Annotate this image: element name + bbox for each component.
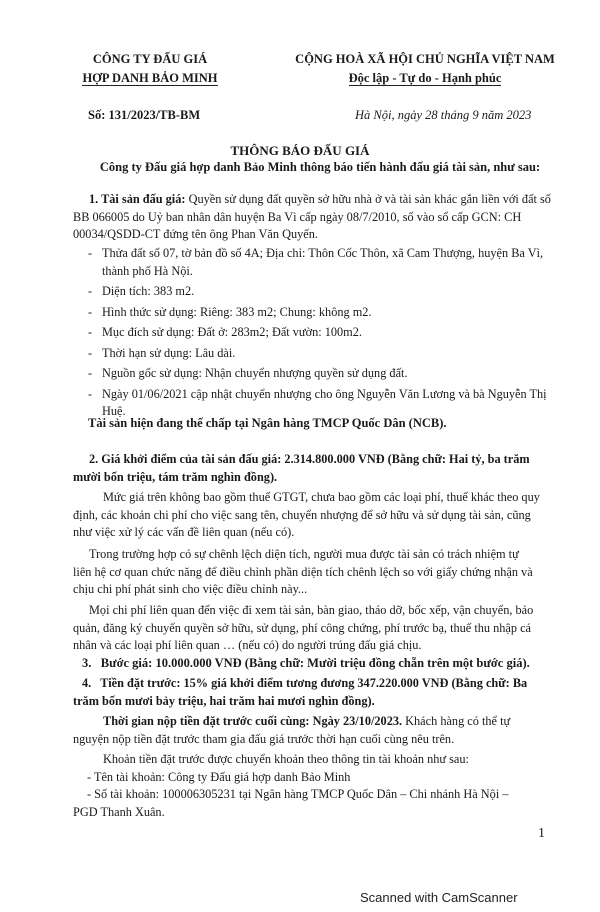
mortgage-note: Tài sản hiện đang thế chấp tại Ngân hàng TMCP Quốc Dân (NCB). (88, 416, 447, 430)
section-1-line-2: BB 066005 do Uỷ ban nhân dân huyện Ba Vì cấp ngày 08/7/2010, số vào sổ cấp GCN: CH (73, 209, 522, 224)
page-title: THÔNG BÁO ĐẤU GIÁ (230, 143, 370, 158)
page-subtitle: Công ty Đấu giá hợp danh Bảo Minh thông báo tiến hành đấu giá tài sản, như sau: (99, 160, 541, 174)
section-4-line-1: 4. Tiền đặt trước: 15% giá khởi điểm tương đương 347.220.000 VNĐ (Bằng chữ: Ba (82, 676, 528, 690)
text-line: Mức giá trên không bao gồm thuế GTGT, chưa bao gồm các loại phí, thuế khác theo quy (103, 490, 540, 504)
place-date: Hà Nội, ngày 28 tháng 9 năm 2023 (355, 108, 532, 122)
deadline-line-1: Thời gian nộp tiền đặt trước cuối cùng: Ngày 23/10/2023. Khách hàng có thể tự (103, 714, 511, 728)
section-2-line-1: 2. Giá khởi điểm của tài sản đấu giá: 2.314.800.000 VNĐ (Bằng chữ: Hai tỷ, ba trăm (89, 452, 530, 466)
page-number: 1 (538, 826, 545, 841)
section-3-bid-step: 3. Bước giá: 10.000.000 VNĐ (Bằng chữ: Mười triệu đồng chẵn trên một bước giá). (82, 656, 530, 670)
section-2-start-price (73, 451, 553, 486)
section-4-deposit (73, 675, 553, 710)
list-item-continuation: thành phố Hà Nội. (102, 263, 193, 278)
motto-line: Độc lập - Tự do - Hạnh phúc (348, 71, 502, 85)
list-item: - Diện tích: 383 m2. (88, 284, 195, 298)
account-branch: PGD Thanh Xuân. (73, 804, 165, 819)
deadline-line-2: nguyện nộp tiền đặt trước tham gia đấu giá trước thời hạn cuối cùng nêu trên. (73, 731, 455, 746)
list-item: - Mục đích sử dụng: Đất ở: 283m2; Đất vườn: 100m2. (88, 325, 362, 339)
section-1-line-1: 1. Tài sản đấu giá: Quyền sử dụng đất quyền sở hữu nhà ở và tài sản khác gắn liền với đất số (89, 192, 551, 206)
account-info (73, 751, 553, 821)
list-item-continuation: Huệ. (102, 404, 126, 418)
list-item: - Thời hạn sử dụng: Lâu dài. (88, 345, 236, 360)
list-item: - Nguồn gốc sử dụng: Nhận chuyển nhượng quyền sử dụng đất. (88, 366, 408, 380)
national-header (270, 50, 580, 88)
company-line-2: HỢP DANH BẢO MINH (82, 71, 218, 85)
account-intro: Khoản tiền đặt trước được chuyển khoản theo thông tin tài khoản như sau: (103, 752, 469, 766)
asset-detail-list (88, 245, 553, 421)
text-line: Mọi chi phí liên quan đến việc đi xem tài sản, bàn giao, tháo dỡ, bốc xếp, vận chuyển, bảo (89, 603, 534, 617)
list-item: - Thửa đất số 07, tờ bản đồ số 4A; Địa chỉ: Thôn Cốc Thôn, xã Cam Thượng, huyện Ba Vì, (88, 246, 544, 260)
list-item: - Ngày 01/06/2021 cập nhật chuyển nhượng cho ông Nguyễn Văn Lương và bà Nguyễn Thị (88, 386, 547, 401)
section-2-line-2: mười bốn triệu, tám trăm nghìn đồng). (73, 469, 278, 484)
section-4-line-2: trăm bốn mươi bảy triệu, hai trăm hai mươi nghìn đồng). (73, 693, 375, 708)
account-number: - Số tài khoản: 100006305231 tại Ngân hàng TMCP Quốc Dân – Chi nhánh Hà Nội – (87, 787, 509, 801)
price-note-paragraph (73, 489, 553, 542)
scanner-watermark: Scanned with CamScanner (360, 890, 518, 905)
text-line: liên hệ cơ quan chức năng để điều chỉnh phần diện tích chênh lệch so với giấy chứng nhận và (73, 564, 533, 579)
deposit-deadline (73, 713, 553, 748)
list-item: - Hình thức sử dụng: Riêng: 383 m2; Chung: không m2. (88, 304, 372, 319)
text-line: Trong trường hợp có sự chênh lệch diện tích, người mua được tài sản có trách nhiệm tự (89, 547, 519, 561)
text-line: định, các khoản chi phí cho việc sang tên, chuyển nhượng để sở hữu và sử dụng tài sản, cũng (73, 507, 531, 522)
text-line: nhân và các loại phí liên quan … (nếu có) do người trúng đấu giá chịu. (73, 638, 422, 652)
costs-paragraph (73, 602, 553, 655)
text-line: như việc xử lý các vấn đề liên quan (nếu có). (73, 525, 295, 539)
section-1-asset (73, 191, 553, 244)
nation-title: CỘNG HOÀ XÃ HỘI CHỦ NGHĨA VIỆT NAM (295, 52, 555, 66)
text-line: chịu chi phí phát sinh cho việc điều chỉnh này... (73, 582, 308, 596)
text-line: quản, đăng ký chuyển quyền sở hữu, sử dụng, phí công chứng, phí trước bạ, thuế thu nhập cá (73, 620, 532, 635)
document-number: Số: 131/2023/TB-BM (88, 108, 201, 122)
company-name (80, 50, 220, 88)
company-line-1: CÔNG TY ĐẤU GIÁ (92, 52, 208, 66)
account-name: - Tên tài khoản: Công ty Đấu giá hợp danh Bảo Minh (87, 769, 351, 784)
section-1-line-3: 00034/QSDD-CT đứng tên ông Phan Văn Quyến. (73, 227, 318, 241)
area-difference-paragraph (73, 546, 553, 599)
